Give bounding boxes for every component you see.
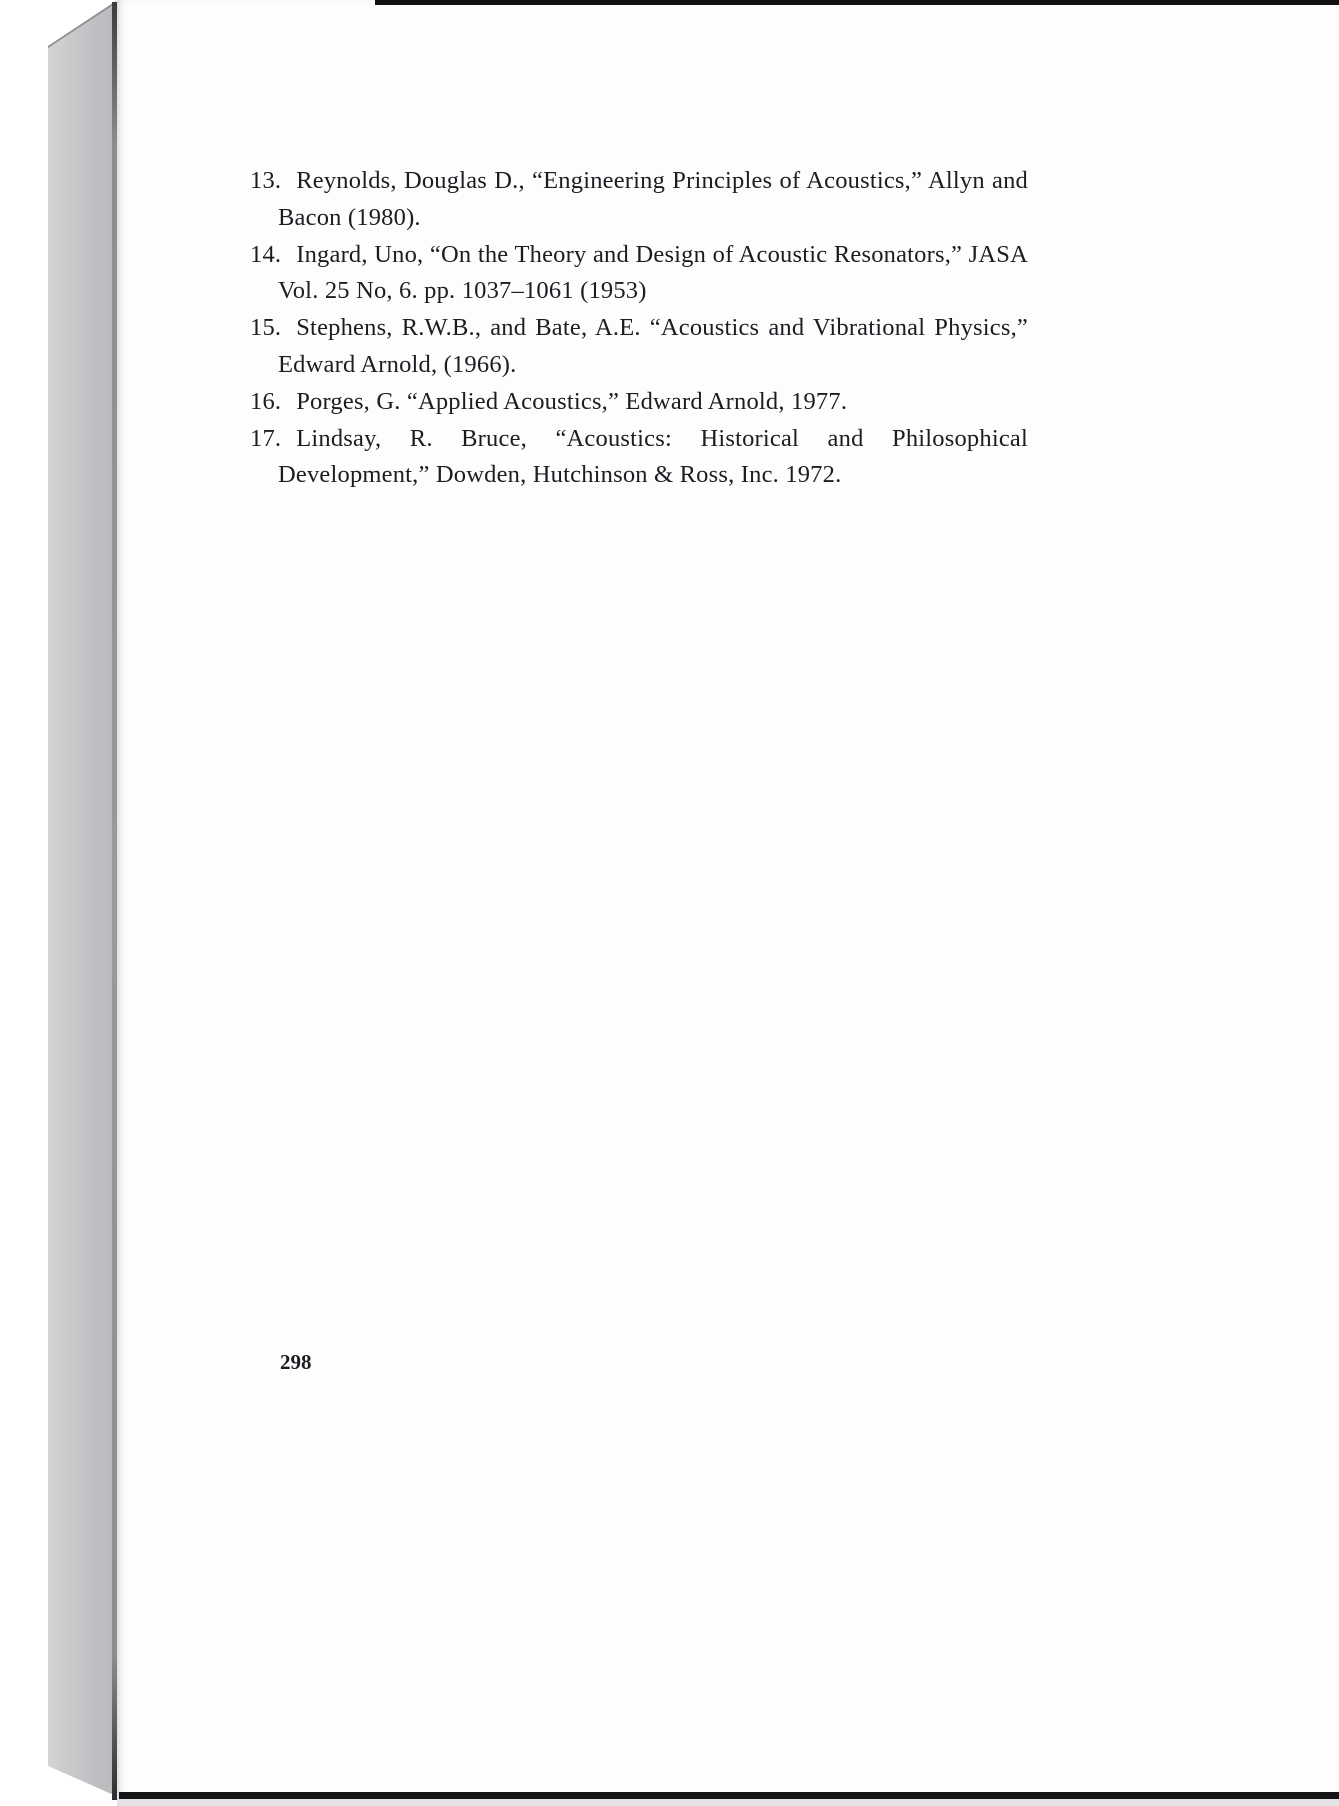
page-bottom-scan-line [119, 1792, 1339, 1799]
reference-item [250, 310, 1028, 384]
reference-item [250, 421, 1028, 495]
reference-number: 13. [250, 167, 282, 194]
page-number: 298 [280, 1350, 312, 1374]
reference-text: Porges, G. “Applied Acoustics,” Edward Arnold, 1977. [296, 387, 848, 415]
reference-number: 17. [250, 424, 282, 452]
reference-number: 15. [250, 314, 282, 342]
page-top-scan-line [375, 0, 1339, 5]
book-page-edges [48, 0, 116, 1806]
reference-text: Reynolds, Douglas D., “Engineering Principles of Acoustics,” Allyn and Bacon (1980). [278, 167, 1028, 231]
reference-number: 14. [250, 240, 282, 268]
reference-number: 16. [250, 387, 282, 415]
page-bottom-shade [117, 1799, 1339, 1806]
reference-text: Ingard, Uno, “On the Theory and Design of Acoustic Resonators,” JASA Vol. 25 No, 6. pp. 1037–1061 (1953) [278, 240, 1028, 305]
reference-list [250, 163, 1028, 494]
reference-item [250, 163, 1028, 237]
reference-item [250, 237, 1028, 311]
reference-item [250, 384, 1028, 421]
reference-text: Lindsay, R. Bruce, “Acoustics: Historical and Philosophical Development,” Dowden, Hutchinson & Ross, Inc. 1972. [278, 424, 1028, 489]
reference-text: Stephens, R.W.B., and Bate, A.E. “Acoustics and Vibrational Physics,” Edward Arnold, (1966). [278, 314, 1028, 378]
page [117, 0, 1339, 1806]
